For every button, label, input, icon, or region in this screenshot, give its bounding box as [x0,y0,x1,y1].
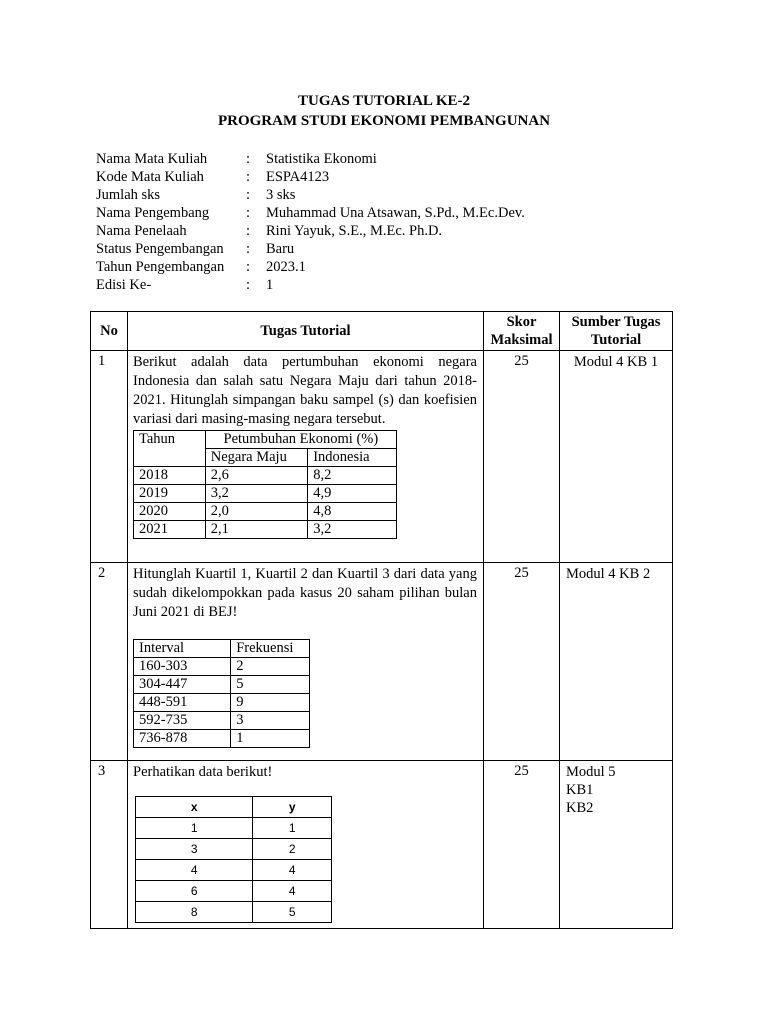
info-colon: : [246,259,251,275]
info-label: Nama Pengembang [96,205,210,221]
xy-table [135,796,332,923]
cell: 1 [231,730,310,748]
frequency-col2-header: Frekuensi [231,640,310,658]
task-source: Modul 4 KB 1 [560,351,673,563]
cell: 736-878 [134,730,231,748]
table-row [91,563,673,761]
table-row [136,881,332,902]
cell: 448-591 [134,694,231,712]
info-label: Edisi Ke- [96,277,152,293]
info-colon: : [246,205,251,221]
info-value: 2023.1 [266,259,306,275]
header-task: Tugas Tutorial [128,312,484,351]
info-value: 3 sks [266,187,296,203]
cell: 1 [136,818,253,839]
table-row [134,694,310,712]
table-row [134,467,397,485]
task-score: 25 [484,563,560,761]
info-label: Tahun Pengembangan [96,259,225,275]
info-label: Jumlah sks [96,187,161,203]
table-row [134,730,310,748]
info-colon: : [246,241,251,257]
task-score: 25 [484,761,560,929]
task-number: 2 [91,563,128,761]
growth-col2-header: Indonesia [308,449,397,467]
growth-year-header: Tahun [134,431,206,467]
cell: 8 [136,902,253,923]
task-content [128,761,484,929]
cell: 4,8 [308,503,397,521]
table-row [136,818,332,839]
cell: 9 [231,694,310,712]
info-row [96,186,525,204]
cell: 592-735 [134,712,231,730]
table-row [134,503,397,521]
task-score: 25 [484,351,560,563]
cell: 3 [136,839,253,860]
table-row [134,676,310,694]
cell: 160-303 [134,658,231,676]
table-row [91,761,673,929]
table-row [136,860,332,881]
growth-table [133,430,397,539]
frequency-header-row [134,640,310,658]
cell: 304-447 [134,676,231,694]
growth-group-header: Petumbuhan Ekonomi (%) [205,431,396,449]
header-score: Skor Maksimal [484,312,560,351]
table-header-row [91,312,673,351]
document-title: TUGAS TUTORIAL KE-2 [298,93,470,109]
cell: 6 [136,881,253,902]
info-colon: : [246,187,251,203]
info-colon: : [246,169,251,185]
cell: 3 [231,712,310,730]
info-row [96,168,525,186]
table-row [136,839,332,860]
cell: 2,1 [205,521,307,539]
table-row [91,351,673,563]
info-value: 1 [266,277,274,293]
info-row [96,240,525,258]
growth-header-row [134,431,397,449]
table-row [134,712,310,730]
source-line: Modul 5 [566,764,616,780]
program-title: PROGRAM STUDI EKONOMI PEMBANGUNAN [217,113,551,129]
cell: 2021 [134,521,206,539]
task-source: Modul 4 KB 2 [560,563,673,761]
cell: 3,2 [205,485,307,503]
cell: 8,2 [308,467,397,485]
table-row [134,658,310,676]
task-text: Berikut adalah data pertumbuhan ekonomi negara Indonesia dan salah satu Negara Maju dari tahun 2018-2021. Hitunglah simpangan baku sampel (s) dan koefisien variasi dari masing-masing negara tersebut. [133,354,477,427]
table-row [134,521,397,539]
info-value: Rini Yayuk, S.E., M.Ec. Ph.D. [266,223,443,239]
task-content [128,563,484,761]
info-label: Nama Mata Kuliah [96,151,208,167]
task-content [128,351,484,563]
info-value: Baru [266,241,295,257]
task-text: Hitunglah Kuartil 1, Kuartil 2 dan Kuartil 3 dari data yang sudah dikelompokkan pada kasus 20 saham pilihan bulan Juni 2021 di BEJ! [133,566,477,620]
header-no: No [91,312,128,351]
cell: 2,6 [205,467,307,485]
task-table [90,311,673,929]
info-row [96,258,525,276]
cell: 4 [253,881,332,902]
cell: 5 [253,902,332,923]
info-value: ESPA4123 [266,169,330,185]
table-row [136,902,332,923]
task-source [560,761,673,929]
xy-col2-header: y [253,797,332,818]
cell: 2,0 [205,503,307,521]
source-line: KB2 [566,800,594,816]
frequency-col1-header: Interval [134,640,231,658]
growth-col1-header: Negara Maju [205,449,307,467]
cell: 2019 [134,485,206,503]
cell: 2 [231,658,310,676]
cell: 2020 [134,503,206,521]
task-number: 1 [91,351,128,563]
cell: 4 [253,860,332,881]
cell: 2 [253,839,332,860]
info-colon: : [246,151,251,167]
cell: 4,9 [308,485,397,503]
info-colon: : [246,277,251,293]
cell: 1 [253,818,332,839]
cell: 4 [136,860,253,881]
info-label: Nama Penelaah [96,223,187,239]
info-label: Kode Mata Kuliah [96,169,204,185]
info-colon: : [246,223,251,239]
info-label: Status Pengembangan [96,241,224,257]
info-row [96,276,525,294]
task-text: Perhatikan data berikut! [133,764,273,780]
info-value: Statistika Ekonomi [266,151,377,167]
cell: 2018 [134,467,206,485]
cell: 3,2 [308,521,397,539]
cell: 5 [231,676,310,694]
frequency-table [133,639,310,748]
info-row [96,222,525,240]
info-value: Muhammad Una Atsawan, S.Pd., M.Ec.Dev. [266,205,525,221]
table-row [134,485,397,503]
header-source: Sumber Tugas Tutorial [560,312,673,351]
task-number: 3 [91,761,128,929]
source-line: KB1 [566,782,594,798]
info-row [96,150,525,168]
xy-header-row [136,797,332,818]
xy-col1-header: x [136,797,253,818]
course-info [96,150,525,294]
info-row [96,204,525,222]
